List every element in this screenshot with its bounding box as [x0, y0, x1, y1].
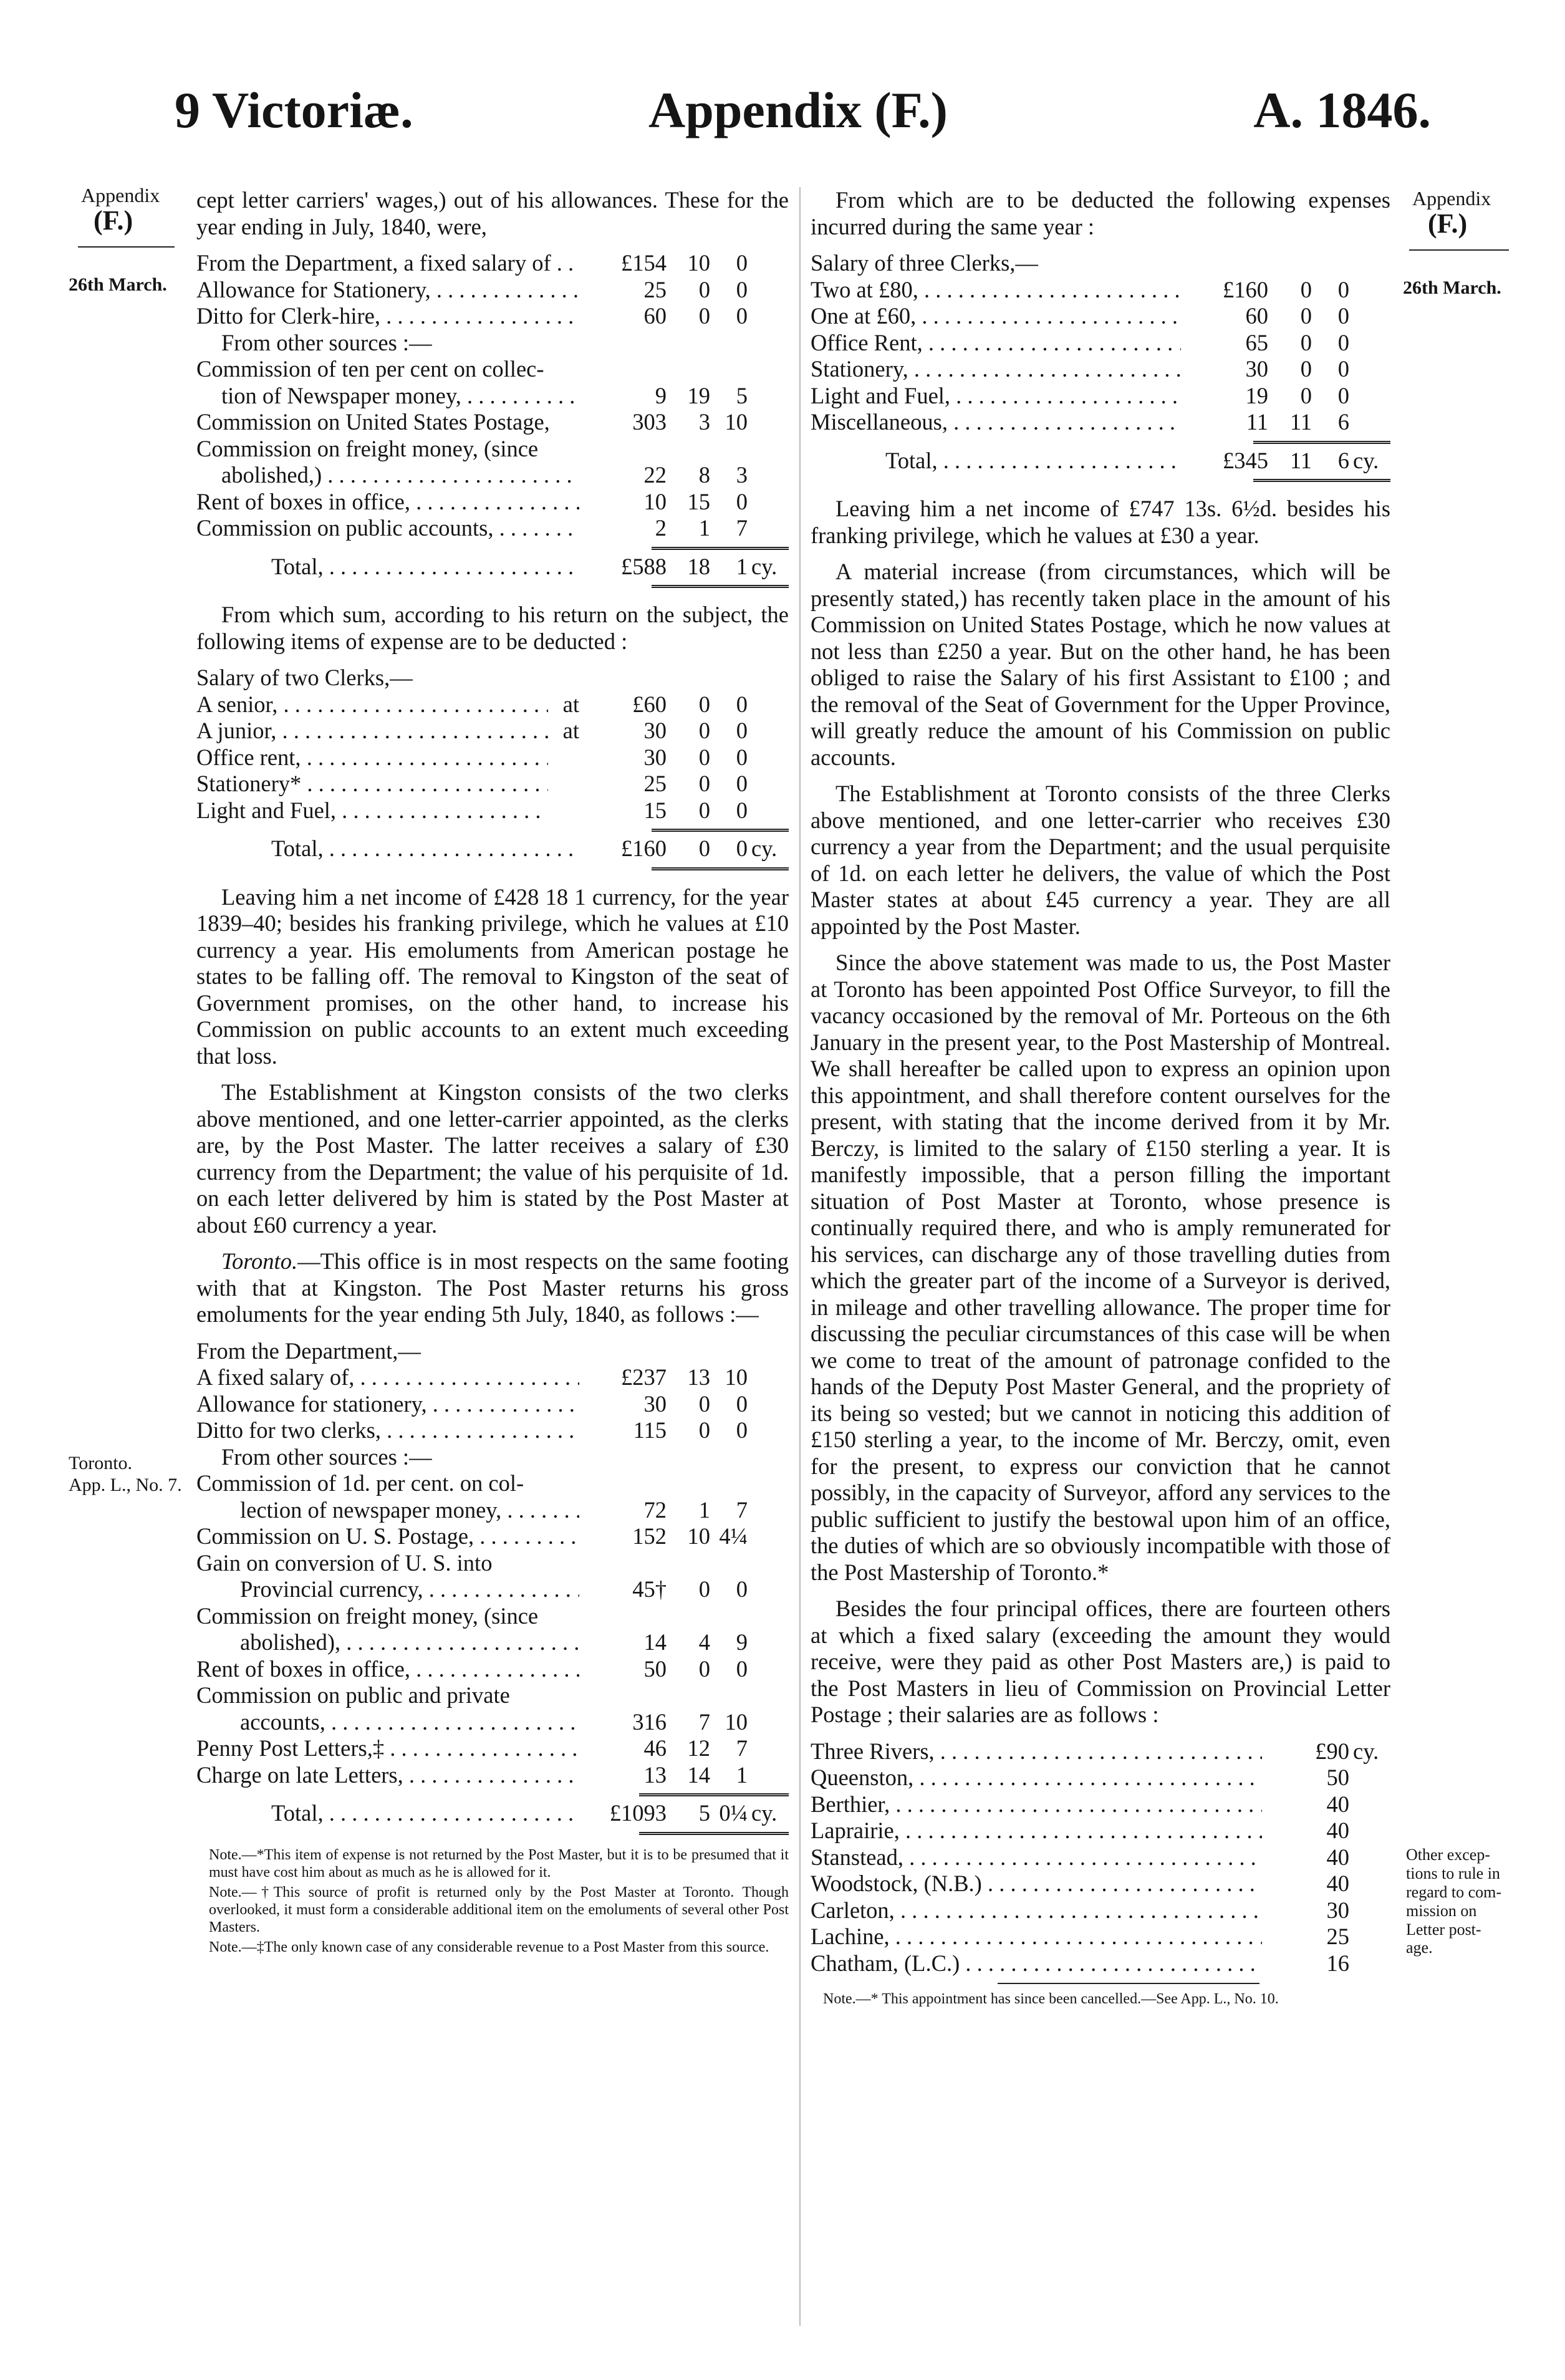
- ledger-pounds: 10: [643, 488, 667, 514]
- total-currency: cy.: [751, 553, 778, 579]
- toronto-deductions-total: [811, 448, 1390, 475]
- margin-appendix-f-left: (F.): [94, 205, 133, 236]
- ledger-pounds: 30: [643, 1390, 667, 1417]
- ledger-label: From the Department, a fixed salary of . . .: [196, 250, 579, 277]
- salary-row: [811, 1950, 1390, 1977]
- ledger-label: Allowance for Stationery, . . .: [196, 277, 579, 304]
- ledger-shillings: 11: [1289, 409, 1312, 435]
- ledger-row: [196, 1629, 789, 1656]
- ledger-pounds: 115: [633, 1417, 667, 1443]
- left-footnotes: [196, 1846, 789, 1956]
- salary-amount: 16: [1326, 1950, 1349, 1976]
- kingston-deductions-table: [196, 691, 789, 824]
- ledger-pence: 0: [736, 744, 748, 770]
- footnote-rule: [998, 1983, 1259, 1984]
- ledger-label: Miscellaneous, . . .: [811, 409, 1181, 436]
- salary-amount: 25: [1326, 1924, 1349, 1949]
- ledger-label: Charge on late Letters, . . .: [196, 1762, 579, 1789]
- ledger-label: Commission of ten per cent on collec-: [196, 356, 544, 382]
- ledger-pence: 0: [736, 1417, 748, 1443]
- ledger-row: [196, 1735, 789, 1762]
- salary-row: [811, 1844, 1390, 1871]
- ledger-row: [196, 1444, 789, 1471]
- ledger-shillings: 13: [687, 1364, 710, 1390]
- ledger-row: [196, 1603, 789, 1630]
- toronto-heading: Toronto.: [221, 1248, 298, 1274]
- ledger-pounds: 15: [643, 797, 667, 823]
- ledger-row: [196, 1364, 789, 1391]
- ledger-label: Stationery* . . .: [196, 771, 548, 797]
- left-paragraph-1: cept letter carriers' wages,) out of his allowances. These for the year ending in July, 1840, were,: [196, 187, 789, 239]
- ledger-label: abolished,) . . .: [196, 462, 579, 489]
- salary-office: Three Rivers, . . .: [811, 1738, 1262, 1765]
- ledger-pounds: 30: [643, 744, 667, 770]
- left-paragraph-2: From which sum, according to his return on the subject, the following items of expense are to be deducted :: [196, 602, 789, 654]
- total-shillings: 5: [698, 1800, 710, 1826]
- ledger-pence: 1: [736, 1761, 748, 1788]
- ledger-pounds: 11: [1246, 409, 1268, 435]
- ledger-pounds: 13: [643, 1761, 667, 1788]
- ledger-pence: 0: [736, 488, 748, 514]
- ledger-pounds: 25: [643, 276, 667, 302]
- salary-amount: 40: [1326, 1844, 1349, 1870]
- ledger-shillings: 8: [698, 462, 710, 488]
- margin-appendix-f-right: (F.): [1428, 208, 1468, 239]
- ledger-pence: 0: [736, 797, 748, 823]
- ledger-row: [196, 1523, 789, 1550]
- kingston-deductions-heading: Salary of two Clerks,—: [196, 665, 413, 690]
- ledger-shillings: 7: [698, 1708, 710, 1735]
- ledger-shillings: 0: [698, 797, 710, 823]
- ledger-shillings: 0: [698, 691, 710, 717]
- salary-amount: 30: [1326, 1897, 1349, 1923]
- ledger-pounds: 60: [643, 303, 667, 329]
- page-header: [0, 81, 1565, 150]
- ledger-row: [196, 718, 789, 744]
- ledger-label: Penny Post Letters,‡ . . .: [196, 1735, 579, 1762]
- salary-amount: 50: [1326, 1765, 1349, 1790]
- ledger-row: [196, 744, 789, 771]
- ledger-shillings: 0: [698, 1576, 710, 1602]
- ledger-pounds: 72: [643, 1496, 667, 1523]
- right-paragraph-2: Leaving him a net income of £747 13s. 6½d. besides his franking privilege, which he values at £30 a year.: [811, 496, 1390, 548]
- total-shillings: 18: [687, 553, 710, 579]
- total-rule: [652, 585, 789, 588]
- ledger-row: [196, 515, 789, 542]
- ledger-shillings: 0: [1300, 303, 1312, 329]
- total-rule: [1253, 479, 1390, 482]
- margin-appendix-right: Appendix: [1412, 187, 1491, 210]
- toronto-intro: —This office is in most respects on the same footing with that at Kingston. The Post Master returns his gross emoluments for the year ending 5th July, 1840, as follows :—: [196, 1248, 789, 1327]
- ledger-shillings: 10: [687, 1523, 710, 1549]
- right-footnote: [811, 1990, 1390, 2008]
- total-label: Total, . . .: [271, 1800, 579, 1827]
- left-paragraph-5: [196, 1248, 789, 1328]
- salary-office: Stanstead, . . .: [811, 1844, 1262, 1871]
- ledger-row: [196, 691, 789, 718]
- ledger-row: [196, 1338, 789, 1365]
- toronto-income-table: [196, 1338, 789, 1789]
- total-rule: [652, 867, 789, 870]
- toronto-income-total: [196, 1800, 789, 1827]
- ledger-pence: 0: [736, 1576, 748, 1602]
- salary-row: [811, 1818, 1390, 1844]
- header-appendix: Appendix (F.): [648, 82, 948, 138]
- total-row: [271, 836, 789, 862]
- ledger-pence: 0: [736, 1655, 748, 1682]
- total-pounds: £588: [621, 553, 667, 579]
- ledger-pence: 3: [736, 462, 748, 488]
- toronto-salary-heading: Salary of three Clerks,—: [811, 250, 1038, 276]
- total-currency: cy.: [1353, 447, 1379, 473]
- ledger-label: One at £60, . . .: [811, 303, 1181, 330]
- kingston-deductions-total: [196, 836, 789, 862]
- total-pounds: £160: [621, 836, 667, 861]
- salary-amount: £90: [1315, 1738, 1349, 1764]
- ledger-label: Office rent, . . .: [196, 744, 548, 771]
- ledger-shillings: 3: [698, 409, 710, 435]
- salary-office: Laprairie, . . .: [811, 1818, 1262, 1844]
- ledger-label: Commission on U. S. Postage, . . .: [196, 1523, 579, 1550]
- ledger-label: From other sources :—: [221, 329, 432, 355]
- ledger-label: abolished), . . .: [196, 1629, 579, 1656]
- ledger-row: [196, 250, 789, 277]
- total-rule: [639, 1832, 789, 1835]
- ledger-pounds: 303: [632, 409, 667, 435]
- ledger-label: Commission of 1d. per cent. on col-: [196, 1470, 524, 1496]
- total-pounds: £345: [1223, 447, 1268, 473]
- right-paragraph-6: Besides the four principal offices, there are fourteen others at which a fixed salary (exceeding the amount they would receive, were they paid as other Post Masters are,) is paid to the Post Masters in lieu of Commission on Provincial Letter Postage ; their salaries are as follows :: [811, 1596, 1390, 1727]
- ledger-pence: 0: [736, 1390, 748, 1417]
- ledger-pence: 0: [736, 691, 748, 717]
- ledger-at: at: [562, 718, 579, 743]
- left-paragraph-3: Leaving him a net income of £428 18 1 currency, for the year 1839–40; besides his franking privilege, which he values at £10 currency a year. His emoluments from American postage he states to be falling off. The removal to Kingston of the seat of Government promises, on the other hand, to increase his Commission on public accounts to an extent much exceeding that loss.: [196, 884, 789, 1069]
- ledger-label: Light and Fuel, . . .: [196, 797, 548, 824]
- ledger-shillings: 10: [687, 250, 710, 276]
- ledger-pence: 10: [725, 409, 748, 435]
- ledger-pence: 6: [1337, 409, 1349, 435]
- ledger-shillings: 0: [698, 771, 710, 796]
- ledger-label: A fixed salary of, . . .: [196, 1364, 579, 1391]
- salary-amount: 40: [1326, 1871, 1349, 1896]
- ledger-pounds: 22: [643, 462, 667, 488]
- ledger-pence: 0: [736, 276, 748, 302]
- ledger-row: [196, 1682, 789, 1709]
- footnote-appointment: Note.—* This appointment has since been cancelled.—See App. L., No. 10.: [823, 1991, 1279, 2007]
- ledger-pounds: 60: [1245, 303, 1268, 329]
- right-column: [811, 187, 1390, 2010]
- ledger-pounds: £154: [621, 250, 667, 276]
- ledger-shillings: 1: [698, 515, 710, 541]
- column-divider: [799, 187, 801, 2326]
- ledger-shillings: 0: [698, 303, 710, 329]
- salary-office: Woodstock, (N.B.) . . .: [811, 1871, 1262, 1897]
- ledger-pounds: 50: [643, 1655, 667, 1682]
- ledger-pence: 7: [736, 1496, 748, 1523]
- ledger-shillings: 0: [698, 1655, 710, 1682]
- header-year: A. 1846.: [1253, 82, 1431, 138]
- right-paragraph-5: Since the above statement was made to us, the Post Master at Toronto has been appointed Post Office Surveyor, to fill the vacancy occasioned by the removal of Mr. Porteous on the 6th January in the present year, to the Post Mastership of Montreal. We shall hereafter be called upon to express an opinion upon this appointment, and shall therefore content ourselves for the present, with stating that the income derived from it by Mr. Berczy, is limited to the salary of £150 sterling a year. It is manifestly impossible, that a person filling the important situation of Post Master at Toronto, whose presence is continually required there, and who is amply remunerated for his services, can discharge any of those travelling duties from which the greater part of the income of a Surveyor is derived, in mileage and other travelling allowance. The proper time for discussing the peculiar circumstances of this case will be when we come to treat of the amount of patronage confided to the hands of the Deputy Post Master General, and the propriety of its being so vested; but we cannot in noticing this addition of £150 sterling a year, to the income of Mr. Berczy, omit, even for the present, to express our conviction that he cannot possibly, in the capacity of Surveyor, afford any services to the public sufficient to justify the bestowal upon him of an office, the duties of which are so obviously incompatible with those of the Post Mastership of Toronto.*: [811, 950, 1390, 1585]
- ledger-shillings: 0: [1300, 276, 1312, 302]
- ledger-label: Commission on United States Postage,: [196, 409, 550, 435]
- salary-office: Lachine, . . .: [811, 1924, 1262, 1950]
- ledger-shillings: 12: [687, 1735, 710, 1761]
- ledger-label: accounts, . . .: [196, 1709, 579, 1736]
- kingston-income-table: [196, 250, 789, 542]
- ledger-label: tion of Newspaper money, . . .: [196, 383, 579, 410]
- ledger-pence: 0: [736, 718, 748, 743]
- ledger-pence: 7: [736, 515, 748, 541]
- ledger-pence: 4¼: [719, 1523, 748, 1549]
- ledger-label: Rent of boxes in office, . . .: [196, 489, 579, 516]
- ledger-row: [196, 1656, 789, 1683]
- salary-row: [811, 1765, 1390, 1791]
- ledger-row: [196, 1709, 789, 1736]
- ledger-label: Provincial currency, . . .: [196, 1576, 579, 1603]
- ledger-label: Commission on freight money, (since: [196, 1602, 539, 1629]
- ledger-shillings: 0: [698, 718, 710, 743]
- ledger-pounds: 25: [643, 771, 667, 796]
- ledger-pence: 0: [736, 771, 748, 796]
- ledger-pounds: 30: [643, 718, 667, 743]
- ledger-pounds: 65: [1245, 329, 1268, 355]
- ledger-row: [811, 303, 1390, 330]
- ledger-row: [196, 1470, 789, 1497]
- ledger-pence: 0: [1337, 303, 1349, 329]
- ledger-pounds: £60: [632, 691, 667, 717]
- salary-office: Chatham, (L.C.) . . .: [811, 1950, 1262, 1977]
- ledger-shillings: 0: [698, 1390, 710, 1417]
- ledger-shillings: 15: [687, 488, 710, 514]
- footnote-2: Note.—†This source of profit is returned only by the Post Master at Toronto. Though overlooked, it must form a considerable additional item on the emoluments of several other Post Masters.: [209, 1884, 789, 1935]
- ledger-pounds: £160: [1223, 276, 1268, 302]
- ledger-pence: 9: [736, 1629, 748, 1655]
- ledger-label: Rent of boxes in office, . . .: [196, 1656, 579, 1683]
- ledger-pence: 0: [736, 250, 748, 276]
- ledger-label: From the Department,—: [196, 1337, 421, 1364]
- ledger-label: Office Rent, . . .: [811, 330, 1181, 357]
- right-paragraph-3: A material increase (from circumstances, which will be presently stated,) has recently taken place in the amount of his Commission on United States Postage, which he now values at not less than £250 a year. But on the other hand, he has been obliged to raise the Salary of his first Assistant to £100 ; and the removal of the Seat of Government for the Upper Province, will greatly reduce the amount of his Commission on public accounts.: [811, 559, 1390, 770]
- ledger-label: Commission on public accounts, . . .: [196, 515, 579, 542]
- ledger-label: lection of newspaper money, . . .: [196, 1497, 579, 1524]
- left-paragraph-4: The Establishment at Kingston consists of the two clerks above mentioned, and one letter-carrier appointed, as the clerks are, by the Post Master. The latter receives a salary of £30 currency from the Department; the value of his perquisite of 1d. on each letter delivered by him is stated by the Post Master at about £60 currency a year.: [196, 1079, 789, 1238]
- ledger-row: [196, 1391, 789, 1418]
- ledger-at: at: [562, 691, 579, 717]
- ledger-label: Commission on freight money, (since: [196, 435, 539, 461]
- ledger-pence: 0: [1337, 382, 1349, 408]
- total-rule: [1253, 441, 1390, 444]
- total-label: Total, . . .: [271, 554, 579, 581]
- ledger-row: [196, 383, 789, 410]
- ledger-pence: 0: [1337, 329, 1349, 355]
- total-rule: [652, 829, 789, 832]
- ledger-row: [196, 330, 789, 357]
- total-shillings: 0: [698, 836, 710, 861]
- ledger-row: [196, 489, 789, 516]
- ledger-label: Light and Fuel, . . .: [811, 383, 1181, 410]
- ledger-pence: 10: [725, 1364, 748, 1390]
- ledger-pence: 7: [736, 1735, 748, 1761]
- ledger-label: Stationery, . . .: [811, 356, 1181, 383]
- ledger-pence: 5: [736, 382, 748, 408]
- header-session: 9 Victoriæ.: [175, 82, 413, 138]
- total-currency: cy.: [751, 836, 778, 861]
- total-shillings: 11: [1289, 447, 1312, 473]
- salary-row: [811, 1791, 1390, 1818]
- ledger-label: Ditto for Clerk-hire, . . .: [196, 303, 579, 330]
- total-pence: 0: [736, 836, 748, 861]
- ledger-pounds: 152: [632, 1523, 667, 1549]
- ledger-pounds: 45†: [632, 1576, 667, 1602]
- ledger-shillings: 0: [698, 744, 710, 770]
- ledger-shillings: 0: [1300, 356, 1312, 382]
- ledger-row: [196, 771, 789, 797]
- ledger-shillings: 14: [687, 1761, 710, 1788]
- ledger-pounds: 316: [632, 1708, 667, 1735]
- ledger-row: [196, 356, 789, 383]
- right-paragraph-1: From which are to be deducted the following expenses incurred during the same year :: [811, 187, 1390, 239]
- total-row: [271, 554, 789, 581]
- ledger-row: [196, 277, 789, 304]
- ledger-pounds: 9: [655, 382, 667, 408]
- ledger-pounds: 2: [655, 515, 667, 541]
- ledger-row: [811, 356, 1390, 383]
- total-pence: 1: [736, 553, 748, 579]
- ledger-row: [811, 277, 1390, 304]
- ledger-row: [196, 436, 789, 463]
- total-row: [885, 448, 1390, 475]
- toronto-deductions-table: [811, 277, 1390, 436]
- ledger-row: [811, 409, 1390, 436]
- ledger-label: A senior, . . .: [196, 691, 548, 718]
- margin-divider-left: [78, 246, 175, 248]
- ledger-row: [196, 1497, 789, 1524]
- total-rule: [652, 547, 789, 550]
- salary-office: Berthier, . . .: [811, 1791, 1262, 1818]
- fixed-salaries-list: [811, 1738, 1390, 1977]
- ledger-shillings: 4: [698, 1629, 710, 1655]
- total-row: [271, 1800, 789, 1827]
- ledger-row: [196, 1576, 789, 1603]
- ledger-row: [811, 330, 1390, 357]
- ledger-label: Ditto for two clerks, . . .: [196, 1417, 579, 1444]
- ledger-pence: 10: [725, 1708, 748, 1735]
- ledger-row: [196, 409, 789, 436]
- total-label: Total, . . .: [885, 448, 1181, 475]
- margin-date-right: 26th March.: [1403, 277, 1501, 298]
- salary-amount: 40: [1326, 1791, 1349, 1817]
- ledger-pounds: 14: [643, 1629, 667, 1655]
- salary-office: Carleton, . . .: [811, 1897, 1262, 1924]
- ledger-row: [196, 303, 789, 330]
- total-pence: 6: [1337, 447, 1349, 473]
- ledger-shillings: 0: [698, 276, 710, 302]
- ledger-label: Gain on conversion of U. S. into: [196, 1549, 493, 1576]
- total-currency: cy.: [751, 1800, 778, 1826]
- salary-row: [811, 1897, 1390, 1924]
- total-pence: 0¼: [719, 1800, 748, 1826]
- footnote-1: Note.—*This item of expense is not returned by the Post Master, but it is to be presumed that it must have cost him about as much as he is allowed for it.: [209, 1846, 789, 1881]
- ledger-label: A junior, . . .: [196, 718, 548, 744]
- ledger-pence: 0: [1337, 276, 1349, 302]
- ledger-pence: 0: [1337, 356, 1349, 382]
- salary-office: Queenston, . . .: [811, 1765, 1262, 1791]
- salary-currency: cy.: [1353, 1738, 1379, 1764]
- ledger-pence: 0: [736, 303, 748, 329]
- ledger-shillings: 0: [1300, 329, 1312, 355]
- total-label: Total, . . .: [271, 836, 579, 862]
- ledger-shillings: 1: [698, 1496, 710, 1523]
- margin-appendix-left: Appendix: [81, 184, 160, 206]
- ledger-label: Commission on public and private: [196, 1682, 510, 1708]
- ledger-pounds: 19: [1245, 382, 1268, 408]
- salary-amount: 40: [1326, 1818, 1349, 1843]
- ledger-row: [196, 1417, 789, 1444]
- margin-divider-right: [1409, 249, 1509, 251]
- salary-row: [811, 1924, 1390, 1950]
- ledger-row: [196, 797, 789, 824]
- ledger-row: [196, 462, 789, 489]
- ledger-shillings: 0: [698, 1417, 710, 1443]
- right-paragraph-4: The Establishment at Toronto consists of the three Clerks above mentioned, and one letter-carrier who receives £30 currency a year from the Department; and the usual perquisite of 1d. on each letter he delivers, the value of which the Post Master states at about £45 currency a year. They are all appointed by the Post Master.: [811, 781, 1390, 939]
- ledger-pounds: 30: [1245, 356, 1268, 382]
- footnote-3: Note.—‡The only known case of any considerable revenue to a Post Master from this source.: [209, 1939, 769, 1955]
- kingston-income-total: [196, 554, 789, 581]
- salary-row: [811, 1871, 1390, 1897]
- ledger-label: Allowance for stationery, . . .: [196, 1391, 579, 1418]
- ledger-row: [196, 1550, 789, 1577]
- ledger-shillings: 19: [687, 382, 710, 408]
- ledger-label: From other sources :—: [221, 1443, 432, 1470]
- ledger-row: [811, 383, 1390, 410]
- ledger-pounds: 46: [643, 1735, 667, 1761]
- total-pounds: £1093: [609, 1800, 667, 1826]
- ledger-label: Two at £80, . . .: [811, 277, 1181, 304]
- total-rule: [639, 1793, 789, 1796]
- ledger-shillings: 0: [1300, 382, 1312, 408]
- margin-date-left: 26th March.: [69, 274, 167, 295]
- ledger-row: [196, 1762, 789, 1789]
- margin-toronto-reference: Toronto. App. L., No. 7.: [69, 1453, 182, 1495]
- margin-other-exceptions: Other excep- tions to rule in regard to com- mission on Letter post- age.: [1406, 1846, 1502, 1957]
- ledger-pounds: £237: [621, 1364, 667, 1390]
- left-column: [196, 187, 789, 1958]
- salary-row: [811, 1738, 1390, 1765]
